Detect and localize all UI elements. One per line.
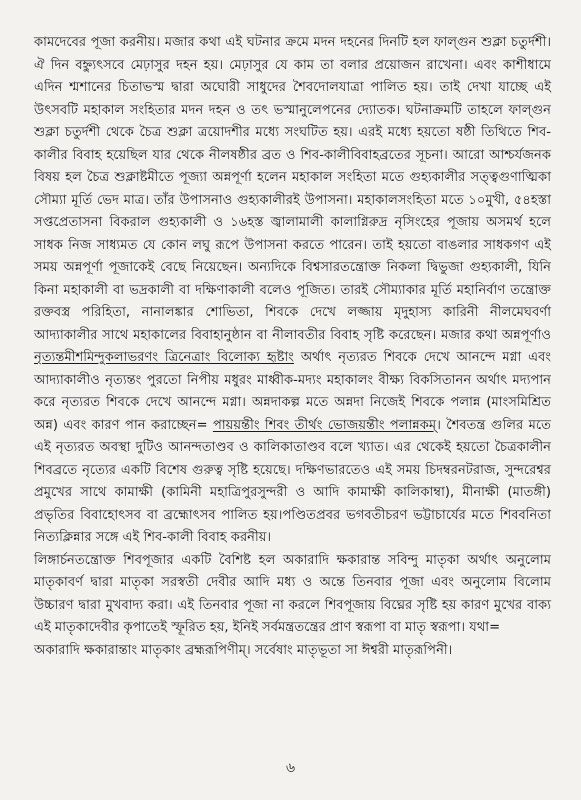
text-run: অকারাদি ক্ষকারান্তাং মাতৃকাং ব্রহ্মরূপিণীম্। সর্বেষাং মাতৃভূতা সা ঈশ্বরী মাতৃরূপিনী। [34,642,453,658]
text-run: অর্থাৎ নৃত্যরত শিবকে দেখে আনন্দে মগ্না এবং আদ্যাকালীও নৃত্যন্তং পুরতো নিপীয় মধুরং মাধ্বীক-মদ্যং মহাকালং বীক্ষ্য বিকসিতানন অর্থাৎ মদ্যপান করে নৃত্যরত শিবকে দেখে আনন্দে মগ্না। অন্নদাকল্প মতে অন্নদা নিজেই শিবকে পলান্ন (মাংসমিশ্রিত অন্ন) এবং কারণ পান করাচ্ছেন= [34,350,552,433]
paragraph [34,32,551,550]
text-run: । শৈবতন্ত্র গুলির মতে এই নৃত্যরত অবস্থা দুটিও আনন্দতাণ্ডব ও কালিকাতাণ্ডব বলে খ্যাত। এর থেকেই হয়তো চৈত্রকালীন শিবব্রতে নৃত্যের একটি বিশেষ গুরুত্ব সৃষ্টি হয়েছে। দক্ষিণভারতেও এই সময় চিদম্বরনটরাজ, সুন্দরেশ্বর প্রমুখের সাথে কামাক্ষী (কামিনী মহাত্রিপুরসুন্দরী ও আদি কামাক্ষী কালিকাম্বা), মীনাক্ষী (মাতঙ্গী) প্রভৃতির বিবাহোৎসব বা ব্রহ্মোৎসব পালিত হয়।পণ্ডিতপ্রবর ভগবতীচরণ ভট্টাচার্যের মতে শিববনিতা নিত্যক্লিন্নার সঙ্গে এই শিব-কালী বিবাহ করনীয়। [34,417,551,545]
body-text [34,32,551,662]
paragraph [34,640,551,663]
text-run: লিঙ্গার্চনতন্ত্রোক্ত শিবপূজার একটি বৈশিষ্ট হল অকারাদি ক্ষকারান্ত সবিন্দু মাতৃকা অর্থাৎ অনুলোম মাতৃকাবর্ণ দ্বারা মাতৃকা সরস্বতী দেবীর আদি মধ্য ও অন্তে তিনবার পূজা এবং অনুলোম বিলোম উচ্চারণ দ্বারা মুখবাদ্য করা। এই তিনবার পূজা না করলে শিবপূজায় বিঘ্নের সৃষ্টি হয় কারণ মুখের বাক্য এই মাতৃকাদেবীর কৃপাতেই স্ফূরিত হয়, ইনিই সর্বমন্ত্রতন্ত্রের প্রাণ স্বরূপা বা মাতৃ স্বরূপা। যথা= [34,552,551,635]
underlined-quote: পায়য়ন্তীং শিবং তীর্থং ভোজয়ন্তীং পলান্নকম্ [212,417,437,433]
paragraph [34,550,551,640]
underlined-quote: নৃত্যন্তমীশমিন্দুকলাভরণং ত্রিনেত্রাং বিলোক্য হৃষ্টাং [34,350,294,365]
text-run: কামদেবের পূজা করনীয়। মজার কথা এই ঘটনার ক্রমে মদন দহনের দিনটি হল ফাল্গুন শুক্লা চতুর্দশী। ঐ দিন বহ্ন্যুৎসবে মেঢ়াসুর দহন হয়। মেঢ়াসুর যে কাম তা বলার প্রয়োজন রাখেনা। এবং কাশীধামে এদিন শ্মশানের চিতাভস্ম দ্বারা অঘোরী সাধুদের শৈবদোলযাত্রা পালিত হয়। তাই দেখা যাচ্ছে এই উৎসবটি মহাকাল সংহিতার মদন দহন ও তৎ ভস্মানুলেপনের দ্যোতক। ঘটনাক্রমটি তাহলে ফাল্গুন শুক্লা চতুর্দশী থেকে চৈত্র শুক্লা ত্রয়োদশীর মধ্যে সংঘটিত হয়। এরই মধ্যে হয়তো ষষ্ঠী তিথিতে শিব-কালীর বিবাহ হয়েছিল যার থেকে নীলষষ্ঠীর ব্রত ও শিব-কালীবিবাহব্রতের সূচনা। আরো আশ্চর্যজনক বিষয় হল চৈত্র শুক্লাষ্টমীতে পূজ্যা অন্নপূর্ণা হলেন মহাকাল সংহিতা মতে গুহ্যকালীর সত্ত্বগুণাত্মিকা সৌম্যা মূর্তি ভেদ মাত্র। তাঁর উপাসনাও গুহ্যকালীরই উপাসনা। মহাকালসংহিতা মতে ১০মুখী, ৫৪হস্তা সপ্তপ্রেতাসনা বিকরাল গুহ্যকালী ও ১৬হস্ত জ্বালামালী কালাগ্নিরুদ্র নৃসিংহের পূজায় অসমর্থ হলে সাধক নিজ সাধ্যমত যে কোন লঘু রূপে উপাসনা করতে পারেন। তাই হয়তো বাঙলার সাধকগণ এই সময় অন্নপূর্ণা পূজাকেই বেছে নিয়েছেন। অন্যদিকে বিশ্বসারতন্ত্রোক্ত নিকলা দ্বিভুজা গুহ্যকালী, যিনি কিনা মহাকালী বা ভদ্রকালী বা দক্ষিণাকালী বলেও পূজিত। তারই সৌম্যাকার মূর্তি মহানির্বাণ তন্ত্রোক্ত রক্তবস্ত্র পরিহিতা, নানালঙ্কার শোভিতা, শিবকে দেখে লজ্জায় মৃদুহাস্য কারিনী নীলমেঘবর্ণা আদ্যাকালীর সাথে মহাকালের বিবাহানুষ্ঠান বা নীলাবতীর বিবাহ সৃষ্টি করেছেন। মজার কথা অন্নপূর্ণাও [34,35,551,343]
page-number: ৬ [285,760,296,776]
